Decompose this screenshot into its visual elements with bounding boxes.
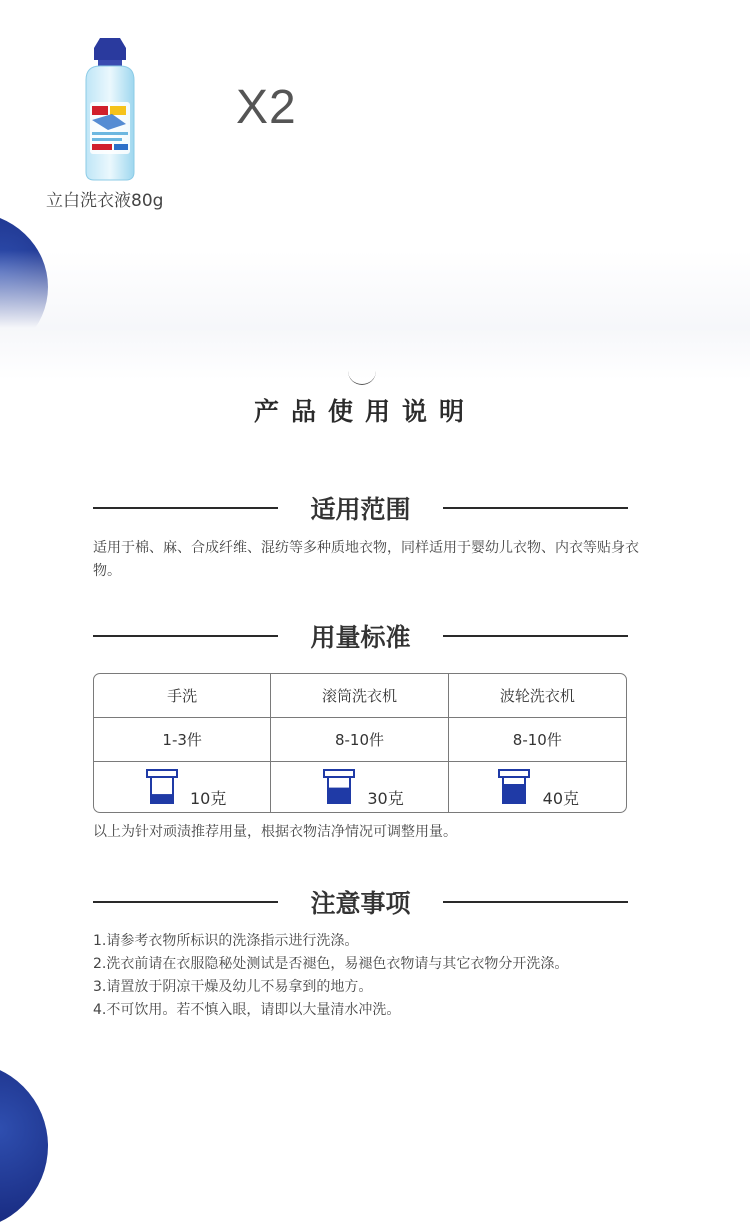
section-title: 用量标准 <box>310 623 411 652</box>
detergent-bottle-image <box>78 36 140 182</box>
amount-label: 30克 <box>367 789 404 808</box>
chevron-down-icon <box>348 370 376 385</box>
table-cell-items: 1-3件 <box>94 718 271 762</box>
section-header-scope <box>93 488 628 528</box>
amount-label: 40克 <box>542 789 580 808</box>
table-header-cell: 波轮洗衣机 <box>449 674 626 718</box>
divider-line <box>443 635 628 637</box>
dosage-table <box>93 673 627 813</box>
table-cell-items: 8-10件 <box>271 718 448 762</box>
divider-line <box>443 507 628 509</box>
table-cell-amount <box>94 762 271 812</box>
cautions-list <box>93 930 568 1022</box>
divider-line <box>443 901 628 903</box>
background-band <box>0 250 750 380</box>
list-item: 4.不可饮用。若不慎入眼，请即以大量清水冲洗。 <box>93 1002 401 1018</box>
section-title: 适用范围 <box>310 495 411 524</box>
section-header-cautions <box>93 882 628 922</box>
table-header-cell: 手洗 <box>94 674 271 718</box>
measuring-cup-icon <box>496 769 532 805</box>
table-header-cell: 滚筒洗衣机 <box>271 674 448 718</box>
measuring-cup-icon <box>321 769 357 805</box>
page-title: 产品使用说明 <box>253 397 476 426</box>
decorative-circle-bottom <box>0 1062 48 1230</box>
list-item: 1.请参考衣物所标识的洗涤指示进行洗涤。 <box>93 933 359 949</box>
section-header-dosage <box>93 616 628 656</box>
table-cell-amount <box>449 762 626 812</box>
measuring-cup-icon <box>144 769 180 805</box>
quantity-label: X2 <box>236 81 297 134</box>
dosage-note: 以上为针对顽渍推荐用量，根据衣物洁净情况可调整用量。 <box>93 824 457 840</box>
product-caption: 立白洗衣液80g <box>46 191 164 211</box>
list-item: 2.洗衣前请在衣服隐秘处测试是否褪色，易褪色衣物请与其它衣物分开洗涤。 <box>93 956 569 972</box>
list-item: 3.请置放于阴凉干燥及幼儿不易拿到的地方。 <box>93 979 373 995</box>
amount-label: 10克 <box>190 789 227 808</box>
table-cell-items: 8-10件 <box>449 718 626 762</box>
section-title: 注意事项 <box>310 889 411 918</box>
scope-text: 适用于棉、麻、合成纤维、混纺等多种质地衣物，同样适用于婴幼儿衣物、内衣等贴身衣物。 <box>93 540 639 579</box>
table-cell-amount <box>271 762 448 812</box>
